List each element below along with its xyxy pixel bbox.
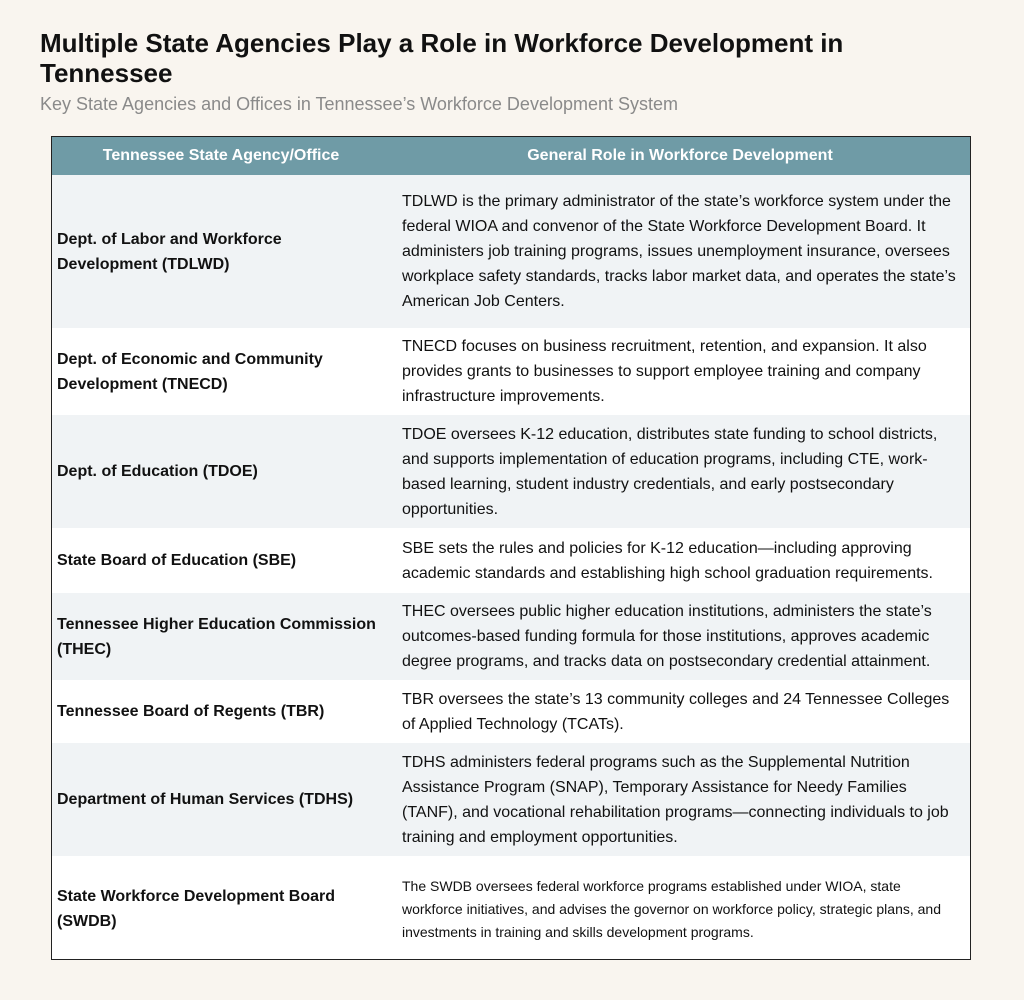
header-role: General Role in Workforce Development [390, 137, 970, 175]
agency-table [52, 137, 970, 960]
agency-name: State Board of Education (SBE) [52, 528, 390, 593]
table-row [52, 528, 970, 593]
table-row [52, 328, 970, 415]
table-row [52, 175, 970, 328]
agency-role: TDLWD is the primary administrator of the state’s workforce system under the federal WIOA and convenor of the State Workforce Development Board. It administers job training programs, issues unemployment insurance, oversees workplace safety standards, tracks labor market data, and operates the state’s American Job Centers. [390, 175, 970, 328]
table-row [52, 415, 970, 528]
agency-role: TBR oversees the state’s 13 community colleges and 24 Tennessee Colleges of Applied Technology (TCATs). [390, 680, 970, 743]
agency-role: The SWDB oversees federal workforce programs established under WIOA, state workforce initiatives, and advises the governor on workforce policy, strategic plans, and investments in training and skills development programs. [390, 856, 970, 960]
agency-role: TNECD focuses on business recruitment, retention, and expansion. It also provides grants to businesses to support employee training and company infrastructure improvements. [390, 328, 970, 415]
agency-name: State Workforce Development Board (SWDB) [52, 856, 390, 960]
agency-name: Tennessee Board of Regents (TBR) [52, 680, 390, 743]
agency-table-container [51, 136, 971, 960]
header-agency: Tennessee State Agency/Office [52, 137, 390, 175]
agency-name: Dept. of Labor and Workforce Development (TDLWD) [52, 175, 390, 328]
table-row [52, 593, 970, 680]
page-subtitle: Key State Agencies and Offices in Tennessee’s Workforce Development System [40, 94, 679, 114]
agency-role: TDHS administers federal programs such as the Supplemental Nutrition Assistance Program (SNAP), Temporary Assistance for Needy Families (TANF), and vocational rehabilitation programs—connecting individuals to job training and employment opportunities. [390, 743, 970, 856]
agency-name: Tennessee Higher Education Commission (THEC) [52, 593, 390, 680]
agency-name: Dept. of Education (TDOE) [52, 415, 390, 528]
table-header-row [52, 137, 970, 175]
agency-role: SBE sets the rules and policies for K-12 education—including approving academic standards and establishing high school graduation requirements. [390, 528, 970, 593]
agency-name: Dept. of Economic and Community Development (TNECD) [52, 328, 390, 415]
page-title: Multiple State Agencies Play a Role in Workforce Development in Tennessee [40, 28, 844, 88]
table-row [52, 743, 970, 856]
table-row [52, 680, 970, 743]
agency-name: Department of Human Services (TDHS) [52, 743, 390, 856]
agency-role: THEC oversees public higher education institutions, administers the state’s outcomes-based funding formula for those institutions, approves academic degree programs, and tracks data on postsecondary credential attainment. [390, 593, 970, 680]
table-row [52, 856, 970, 960]
agency-role: TDOE oversees K-12 education, distributes state funding to school districts, and supports implementation of education programs, including CTE, work-based learning, student industry credentials, and early postsecondary opportunities. [390, 415, 970, 528]
